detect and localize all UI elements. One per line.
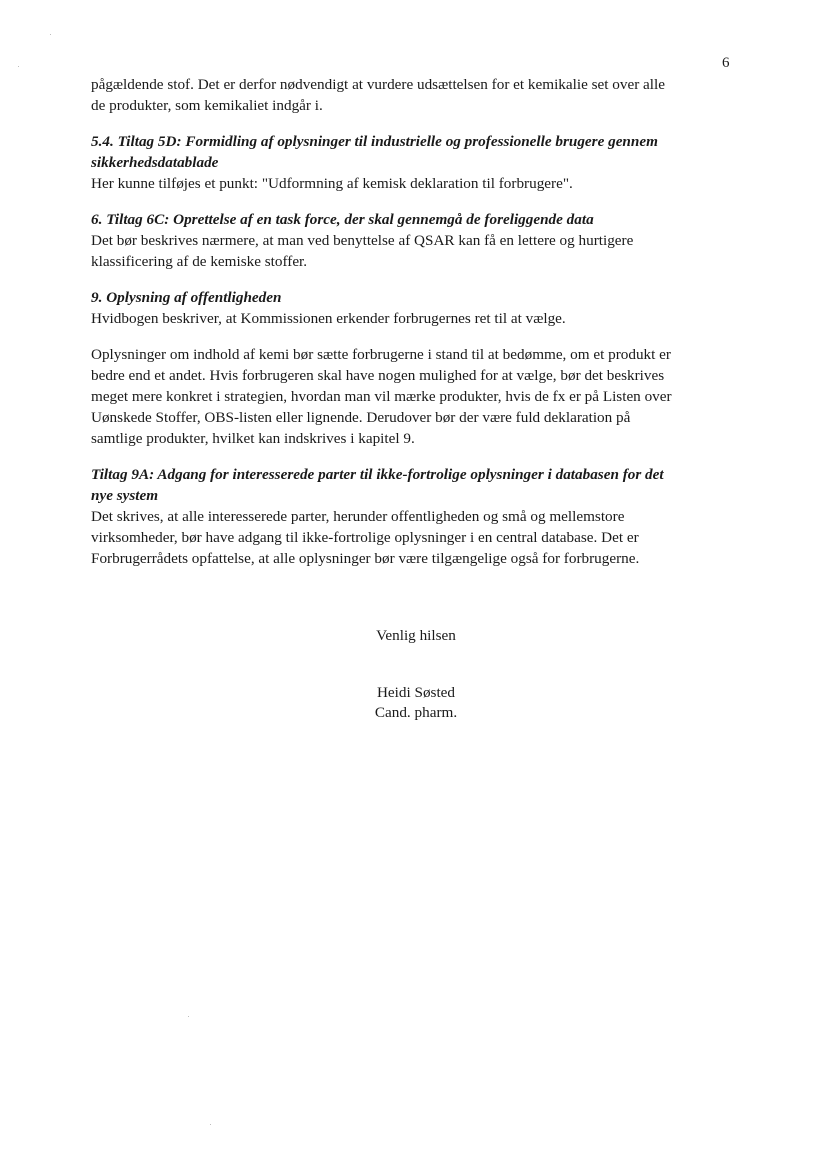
scan-speck <box>210 1124 211 1125</box>
body-line: Uønskede Stoffer, OBS-listen eller lignende. Derudover bør der være fuld deklaration på <box>91 409 631 426</box>
section-heading: 6. Tiltag 6C: Oprettelse af en task force, der skal gennemgå de foreliggende data <box>91 211 594 228</box>
page-number: 6 <box>722 55 730 71</box>
body-line: Hvidbogen beskriver, at Kommissionen erkender forbrugernes ret til at vælge. <box>91 310 566 327</box>
body-line: Oplysninger om indhold af kemi bør sætte forbrugerne i stand til at bedømme, om et produkt er <box>91 346 671 363</box>
section-heading: sikkerhedsdatablade <box>91 154 219 171</box>
body-line: pågældende stof. Det er derfor nødvendigt at vurdere udsættelsen for et kemikalie set over alle <box>91 76 665 93</box>
scan-speck <box>188 1016 189 1017</box>
letter-body <box>91 74 741 569</box>
section-heading: nye system <box>91 487 159 504</box>
body-line: klassificering af de kemiske stoffer. <box>91 253 308 270</box>
body-line: meget mere konkret i strategien, hvordan man vil mærke produkter, hvis de fx er på Listen over <box>91 388 672 405</box>
body-line: Det skrives, at alle interesserede parter, herunder offentligheden og små og mellemstore <box>91 508 625 525</box>
section-heading: Tiltag 9A: Adgang for interesserede parter til ikke-fortrolige oplysninger i databasen for det <box>91 466 664 483</box>
body-line: bedre end et andet. Hvis forbrugeren skal have nogen mulighed for at vælge, bør det beskrives <box>91 367 665 384</box>
body-line: Forbrugerrådets opfattelse, at alle oplysninger bør være tilgængelige også for forbrugerne. <box>91 550 640 567</box>
signatory-title: Cand. pharm. <box>374 704 458 721</box>
body-line: virksomheder, bør have adgang til ikke-fortrolige oplysninger i en central database. Det er <box>91 529 639 546</box>
signatory-name: Heidi Søsted <box>376 684 456 701</box>
section-heading: 5.4. Tiltag 5D: Formidling af oplysninger til industrielle og professionelle brugere gennem <box>91 133 658 150</box>
section-heading: 9. Oplysning af offentligheden <box>91 289 282 306</box>
closing-greeting: Venlig hilsen <box>376 627 456 644</box>
body-line: Det bør beskrives nærmere, at man ved benyttelse af QSAR kan få en lettere og hurtigere <box>91 232 634 249</box>
body-line: de produkter, som kemikaliet indgår i. <box>91 97 323 114</box>
scan-speck <box>18 66 19 67</box>
body-line: Her kunne tilføjes et punkt: "Udformning af kemisk deklaration til forbrugere". <box>91 175 573 192</box>
body-line: samtlige produkter, hvilket kan indskrives i kapitel 9. <box>91 430 415 447</box>
scan-speck <box>50 34 51 35</box>
